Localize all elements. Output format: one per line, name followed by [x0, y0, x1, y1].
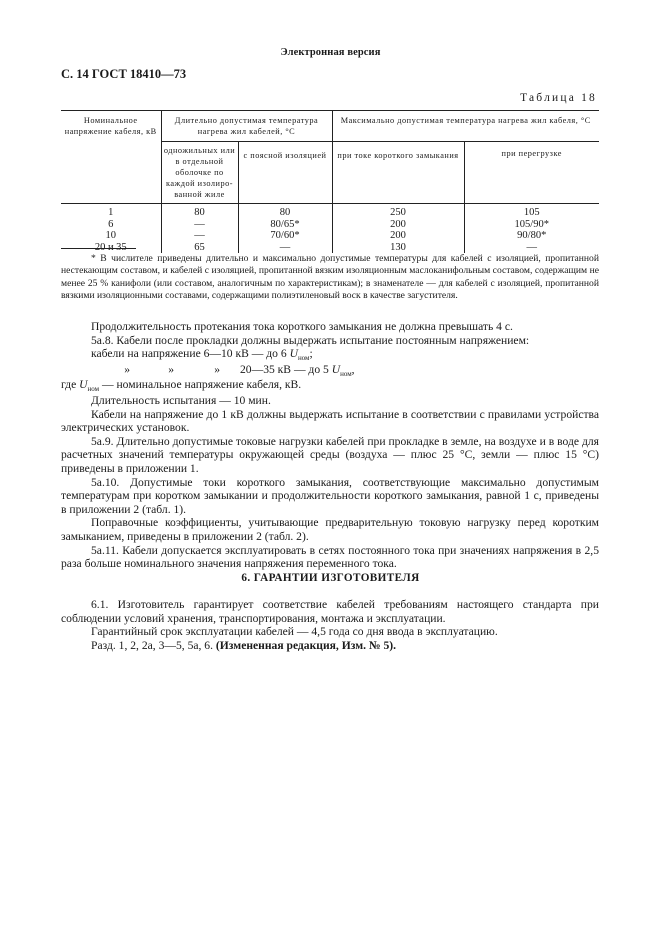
ditto-mark: »	[214, 362, 220, 376]
line-text: кабели на напряжение 6—10 кВ — до 6	[91, 347, 287, 361]
col-belt-insulation: с поясной изоляцией	[238, 142, 332, 204]
edition-header: Электронная версия	[280, 47, 381, 58]
line-text: — номинальное напряжение кабеля, кВ.	[101, 378, 302, 392]
cell-single: 80	[161, 204, 238, 219]
table-label: Таблица 18	[520, 92, 597, 104]
cell-overload: —	[464, 242, 599, 254]
ditto-mark: »	[168, 362, 174, 376]
paragraph: 5а.11. Кабели допускается эксплуатировать в сетях постоянного тока при значениях напряжения в 2,5 раза больше номинального значения напряжения переменного тока.	[61, 543, 599, 571]
col-overload: при перегрузке	[464, 142, 599, 204]
amendment-note: (Измененная редакция, Изм. № 5).	[215, 638, 397, 652]
page-reference: С. 14 ГОСТ 18410—73	[61, 67, 187, 81]
paragraph: 5а.9. Длительно допустимые токовые нагрузки кабелей при прокладке в земле, на воздухе и в воде для расчетных значений температуры окружающей среды (воздуха — плюс 25 °С, земли — плюс 15 °С) приведены в приложении 1.	[61, 434, 599, 475]
u-nom-subscript: ном	[340, 369, 352, 378]
paragraph: 5а.10. Допустимые токи короткого замыкания, соответствующие максимально допустимым температурам при коротком замыкании и продолжительности короткого замыкания, равной 1 с, приведены в приложении 2 (табл. 1).	[61, 475, 599, 516]
line-punct: ;	[309, 347, 313, 361]
paragraph: Гарантийный срок эксплуатации кабелей — 4,5 года со дня ввода в эксплуатацию.	[91, 625, 498, 639]
table-footnote: * В числителе приведены длительно и максимально допустимые температуры для кабелей с изоляцией, пропитанной нестекающим составом, и кабелей с изоляцией, пропитанной вязким изоляционным маслоканифольным составом, содержащим не менее 25 % канифоли (или составом, аналогичным по характеристикам); в знаменателе — для кабелей с изоляцией, пропитанной вязкими изоляционными составами, содержащими полиэтиленовый воск в качестве загустителя.	[61, 253, 599, 301]
u-nom-subscript: ном	[87, 385, 100, 394]
cell-short-circuit: 200	[332, 219, 464, 231]
col-short-circuit: при токе короткого замыкания	[332, 142, 464, 204]
table-row	[61, 230, 599, 242]
paragraph: Продолжительность протекания тока короткого замыкания не должна превышать 4 с.	[91, 320, 513, 333]
line-punct: ,	[351, 362, 355, 376]
cell-overload: 105/90*	[464, 219, 599, 231]
section-6-text	[61, 598, 599, 652]
cell-single: 65	[161, 242, 238, 254]
line-text: где	[61, 378, 77, 392]
test-voltage-line	[61, 363, 599, 379]
u-nom-symbol: U	[331, 362, 341, 376]
cell-belt: 80/65*	[238, 219, 332, 231]
cell-overload: 90/80*	[464, 230, 599, 242]
table-row	[61, 204, 599, 219]
amendment-sections: Разд. 1, 2, 2а, 3—5, 5а, 6.	[91, 638, 214, 652]
u-nom-subscript: ном	[297, 354, 310, 363]
cell-short-circuit: 200	[332, 230, 464, 242]
table-row	[61, 219, 599, 231]
col-single-core: одножильных или в отдельной оболочке по каждой изолиро-ванной жиле	[161, 142, 238, 204]
temperature-table	[61, 110, 599, 253]
cell-voltage: 1	[108, 207, 114, 218]
u-nom-symbol: U	[289, 347, 298, 361]
test-voltage-line	[61, 347, 599, 363]
cell-single: —	[161, 230, 238, 242]
cell-belt: —	[238, 242, 332, 254]
cell-belt: 80	[238, 204, 332, 219]
cell-voltage: 6	[108, 218, 114, 230]
u-nom-symbol: U	[79, 378, 88, 392]
cell-belt: 70/60*	[238, 230, 332, 242]
paragraph: Кабели на напряжение до 1 кВ должны выдержать испытание в соответствии с правилами устройства электрических установок.	[61, 407, 599, 435]
definition-line	[61, 378, 599, 394]
cell-voltage: 10	[105, 230, 116, 241]
cell-voltage: 20 и 35	[94, 241, 127, 253]
amendment-line	[61, 639, 599, 653]
paragraph: 5а.8. Кабели после прокладки должны выдержать испытание постоянным напряжением:	[91, 333, 530, 347]
body-text	[61, 320, 599, 571]
cell-single: —	[161, 219, 238, 231]
col-long-term-temp: Длительно допустимая температура нагрева жил кабелей, °С	[161, 111, 332, 142]
ditto-mark: »	[124, 362, 130, 376]
table-row	[61, 242, 599, 254]
paragraph: 6.1. Изготовитель гарантирует соответствие кабелей требованиям настоящего стандарта при соблюдении условий хранения, транспортирования, монтажа и эксплуатации.	[61, 598, 599, 625]
col-max-temp: Максимально допустимая температура нагрева жил кабеля, °С	[332, 111, 599, 142]
section-title: 6. ГАРАНТИИ ИЗГОТОВИТЕЛЯ	[241, 572, 420, 584]
cell-overload: 105	[464, 204, 599, 219]
line-text: 20—35 кВ — до 5	[240, 362, 329, 376]
paragraph: Поправочные коэффициенты, учитывающие предварительную токовую нагрузку перед коротким замыканием, приведены в приложении 2 (табл. 2).	[61, 516, 599, 543]
paragraph: Длительность испытания — 10 мин.	[91, 393, 271, 407]
col-nominal-voltage: Номинальное напряжение кабеля, кВ	[61, 111, 161, 204]
footnote-rule	[61, 248, 136, 249]
cell-short-circuit: 250	[332, 204, 464, 219]
cell-short-circuit: 130	[332, 242, 464, 254]
